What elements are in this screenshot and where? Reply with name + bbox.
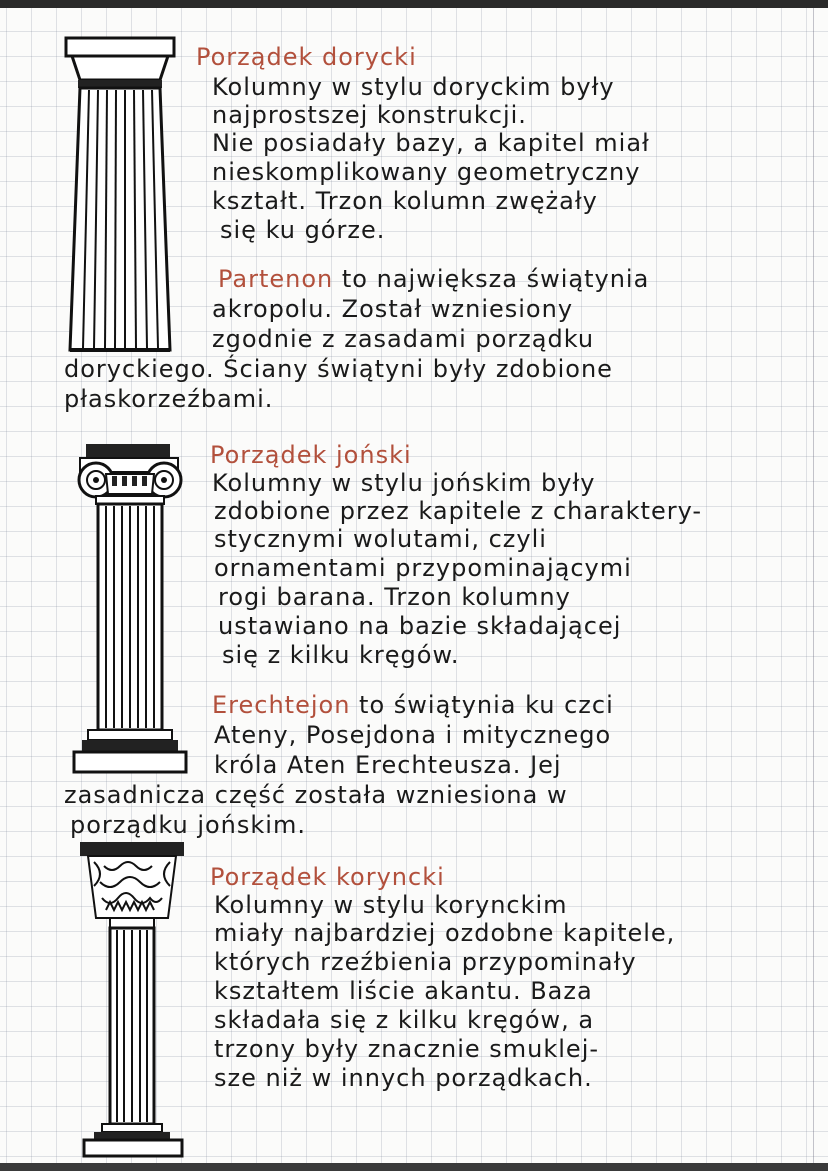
scan-bottom-edge [0,1163,828,1171]
parthenon-text-line: doryckiego. Ściany świątyni były zdobione [64,355,613,383]
ionic-heading: Porządek joński [210,441,412,469]
corinthian-text-line: trzony były znacznie smuklej- [214,1035,600,1063]
corinthian-heading: Porządek koryncki [210,863,445,891]
corinthian-text-line: kształtem liście akantu. Baza [214,977,593,1005]
ionic-text-line: ornamentami przypominającymi [214,554,632,582]
erechtheion-text-line: zasadnicza część została wzniesiona w [64,781,568,809]
parthenon-intro-rest: to największa świątynia [333,265,650,293]
temple-name-parthenon: Partenon [218,265,334,293]
erechtheion-text-line: króla Aten Erechteusza. Jej [214,751,562,779]
scan-top-edge [0,0,828,8]
ionic-text-line: rogi barana. Trzon kolumny [218,583,571,611]
doric-text-line: kształt. Trzon kolumn zwężały [212,187,598,215]
erechtheion-intro-line [212,690,614,720]
corinthian-text-line: Kolumny w stylu korynckim [214,891,568,919]
doric-text-line: się ku górze. [220,216,386,244]
corinthian-column-illustration [74,840,190,1158]
ionic-column-illustration [66,442,196,778]
doric-text-line: najprostszej konstrukcji. [212,101,527,129]
ionic-text-line: ustawiano na bazie składającej [218,612,622,640]
parthenon-text-line: akropolu. Został wzniesiony [212,295,574,323]
ionic-text-line: Kolumny w stylu jońskim były [212,469,596,497]
parthenon-text-line: zgodnie z zasadami porządku [212,325,595,353]
doric-text-line: Nie posiadały bazy, a kapitel miał [212,129,650,157]
doric-column-illustration [62,36,180,356]
ionic-text-line: się z kilku kręgów. [222,641,460,669]
ionic-text-line: zdobione przez kapitele z charaktery- [214,497,703,525]
temple-name-erechtheion: Erechtejon [212,691,351,719]
erechtheion-text-line: porządku jońskim. [70,811,306,839]
ionic-text-line: stycznymi wolutami, czyli [214,525,547,553]
parthenon-text-line: płaskorzeźbami. [64,385,274,413]
erechtheion-text-line: Ateny, Posejdona i mitycznego [214,721,612,749]
page-margin-line [813,8,814,1163]
erechtheion-intro-rest: to świątynia ku czci [350,691,614,719]
doric-heading: Porządek dorycki [196,43,417,71]
doric-text-line: nieskomplikowany geometryczny [212,158,641,186]
corinthian-text-line: miały najbardziej ozdobne kapitele, [214,919,676,947]
parthenon-intro-line [218,264,649,294]
corinthian-text-line: sze niż w innych porządkach. [214,1064,593,1092]
doric-text-line: Kolumny w stylu doryckim były [212,73,615,101]
corinthian-text-line: składała się z kilku kręgów, a [214,1006,595,1034]
corinthian-text-line: których rzeźbienia przypominały [214,948,637,976]
